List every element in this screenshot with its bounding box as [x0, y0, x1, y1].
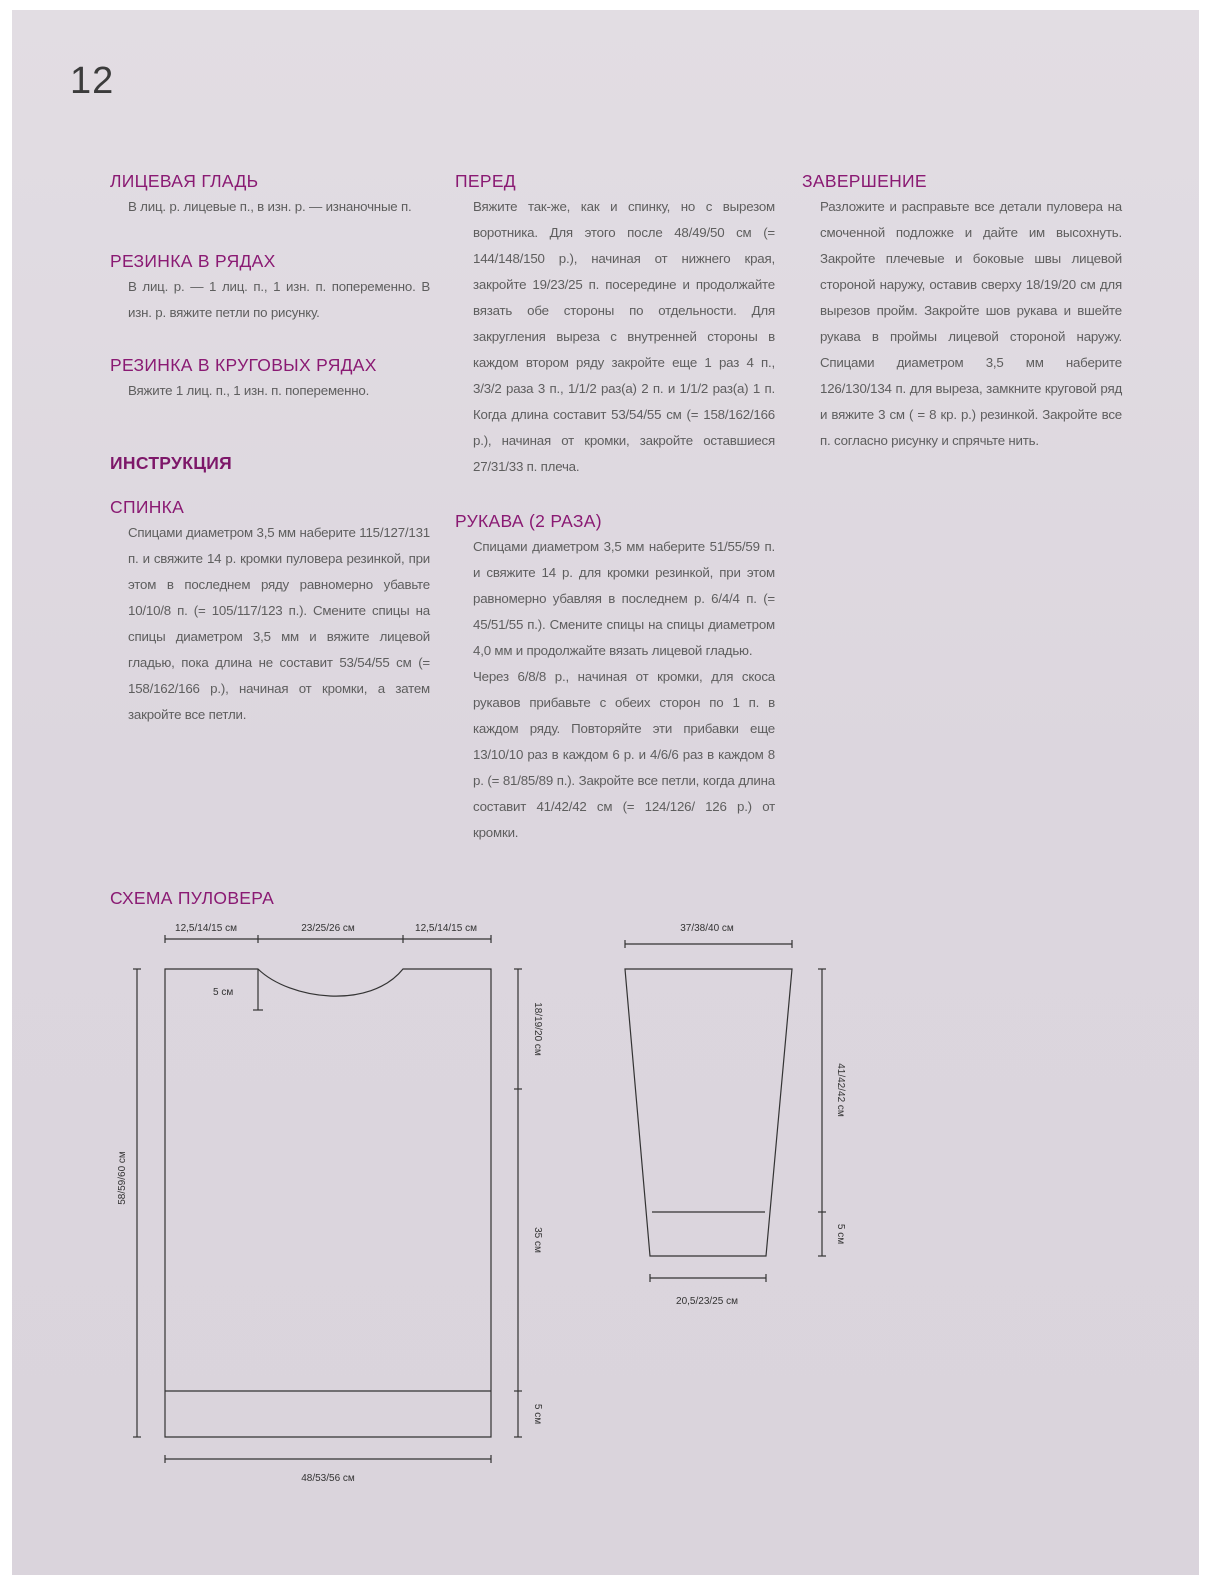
dim-sleeve-length: 41/42/42 см [835, 1063, 846, 1117]
heading-stockinette: ЛИЦЕВАЯ ГЛАДЬ [110, 171, 259, 191]
dim-neck-width: 23/25/26 см [301, 923, 355, 934]
dim-sleeve-cuff-height: 5 см [835, 1223, 846, 1245]
sleeve-outline [625, 969, 792, 1256]
dim-sleeve-top: 37/38/40 см [680, 923, 734, 934]
heading-sleeves-title: РУКАВА [455, 511, 524, 531]
heading-instructions: ИНСТРУКЦИЯ [110, 453, 233, 473]
text-sleeves-2: Через 6/8/8 р., начиная от кромки, для скоса рукавов прибавьте с обеих сторон по 1 п. в каждом ряду. Повторяйте эти прибавки еще 13/10/10 раз в каждом 6 р. и 4/6/6 раз в каждом 8 р. (= 81/85/89 п.). Закройте все петли, когда длина составит 41/42/42 см (= 124/126/ 126 р.) от кромки. [473, 669, 775, 840]
dim-sleeve-cuff-width: 20,5/23/25 см [676, 1296, 738, 1307]
text-rib-rows: В лиц. р. — 1 лиц. п., 1 изн. п. попеременно. В изн. р. вяжите петли по рисунку. [128, 279, 430, 320]
text-finishing: Разложите и расправьте все детали пуловера на смоченной подложке и дайте им высохнуть. Закройте плечевые и боковые швы лицевой стороной наружу, оставив сверху 18/19/20 см для вырезов пройм. Закройте шов рукава и вшейте рукава в проймы лицевой стороной наружу. Спицами диаметром 3,5 мм наберите 126/130/134 п. для выреза, замкните круговой ряд и вяжите 3 см ( = 8 кр. р.) резинкой. Закройте все п. согласно рисунку и спрячьте нить. [820, 199, 1122, 448]
heading-finishing: ЗАВЕРШЕНИЕ [802, 171, 927, 191]
heading-rib-rounds: РЕЗИНКА В КРУГОВЫХ РЯДАХ [110, 355, 377, 375]
dim-width: 48/53/56 см [301, 1473, 355, 1484]
dim-shoulder-right: 12,5/14/15 см [415, 923, 477, 934]
schema-title: СХЕМА ПУЛОВЕРА [110, 888, 275, 908]
dim-neck-depth: 5 см [213, 987, 234, 998]
text-sleeves-1: Спицами диаметром 3,5 мм наберите 51/55/59 п. и свяжите 14 р. для кромки резинкой, при этом равномерно убавляя в последнем р. 6/4/4 п. (= 45/51/55 п.). Смените спицы на спицы диаметром 4,0 мм и продолжайте вязать лицевой гладью. [473, 539, 775, 658]
page-number: 12 [70, 60, 115, 102]
dim-rib-height: 5 см [532, 1403, 543, 1425]
heading-rib-rows: РЕЗИНКА В РЯДАХ [110, 251, 276, 271]
text-rib-rounds: Вяжите 1 лиц. п., 1 изн. п. попеременно. [128, 383, 370, 398]
body-outline [165, 969, 491, 1437]
text-front: Вяжите так-же, как и спинку, но с вырезом воротника. Для этого после 48/49/50 см (= 144/148/150 р.), начиная от нижнего края, закройте 19/23/25 п. посередине и продолжайте вязать обе стороны по отдельности. Для закругления выреза с внутренней стороны в каждом втором ряду закройте еще 1 раз 4 п., 3/3/2 раза 3 п., 1/1/2 раз(а) 2 п. и 1/1/2 раз(а) 1 п. Когда длина составит 53/54/55 см (= 158/162/166 р.), начиная от кромки, закройте оставшиеся 27/31/33 п. плеча. [473, 199, 775, 474]
text-stockinette: В лиц. р. лицевые п., в изн. р. — изнаночные п. [128, 199, 412, 214]
heading-sleeves-suffix: (2 РАЗА) [529, 511, 602, 531]
dim-mid-length: 35 см [532, 1227, 543, 1253]
heading-back: СПИНКА [110, 497, 185, 517]
dim-shoulder-left: 12,5/14/15 см [175, 923, 237, 934]
dim-total-length: 58/59/60 см [117, 1151, 128, 1205]
heading-front: ПЕРЕД [455, 171, 516, 191]
dim-armhole: 18/19/20 см [532, 1002, 543, 1056]
text-back: Спицами диаметром 3,5 мм наберите 115/127/131 п. и свяжите 14 р. кромки пуловера резинкой, при этом в последнем ряду равномерно убавьте 10/10/8 п. (= 105/117/123 п.). Смените спицы на спицы диаметром 3,5 мм и вяжите лицевой гладью, пока длина не составит 53/54/55 см (= 158/162/166 р.), начиная от кромки, а затем закройте все петли. [128, 525, 430, 722]
